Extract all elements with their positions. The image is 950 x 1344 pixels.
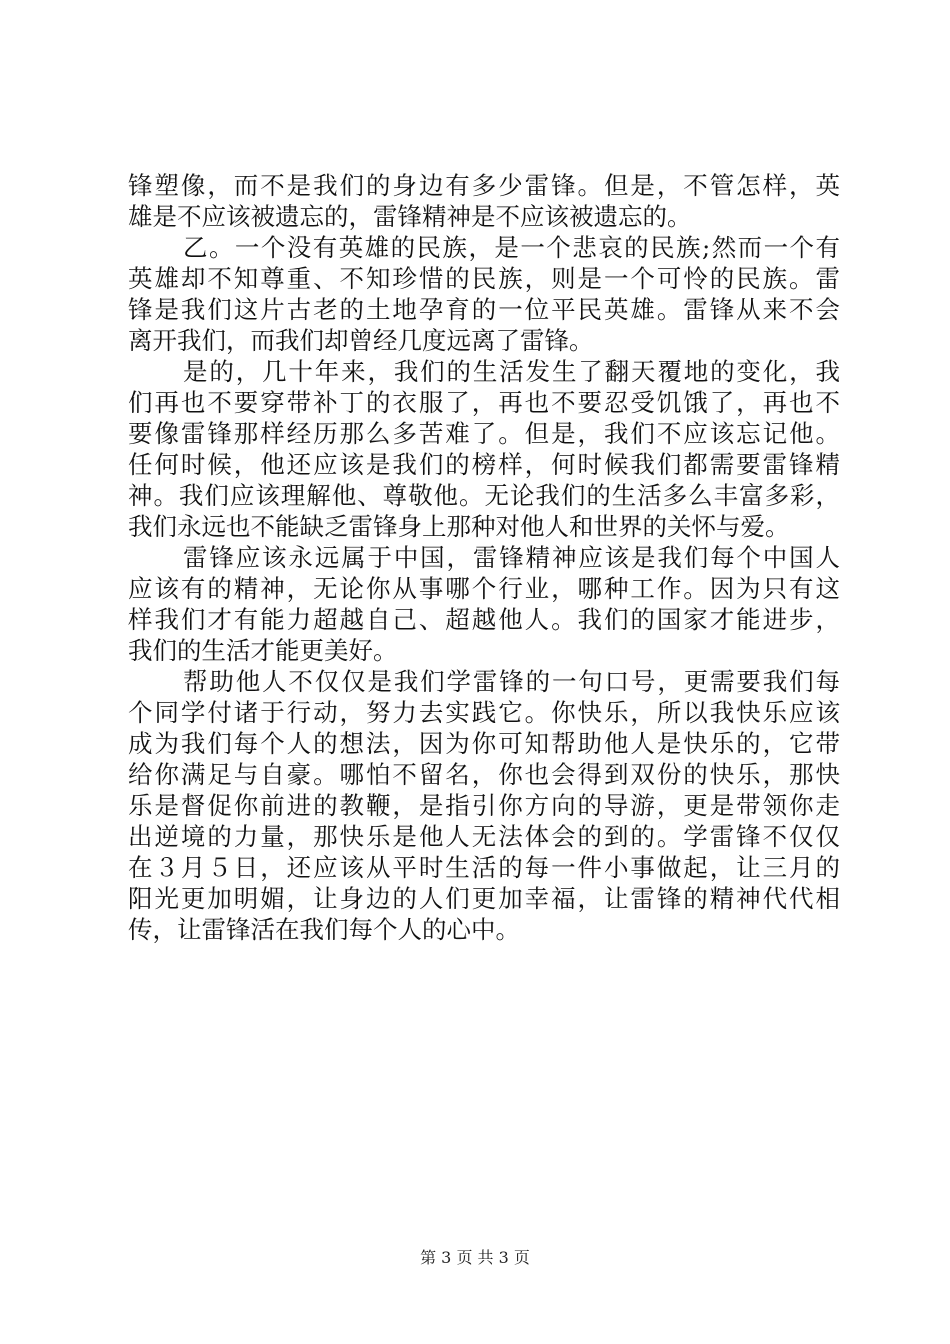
text-line: 乙。一个没有英雄的民族，是一个悲哀的民族;然而一个有 [183, 233, 840, 262]
text-line: 出逆境的力量，那快乐是他人无法体会的到的。学雷锋不仅仅 [128, 822, 840, 851]
text-line: 样我们才有能力超越自己、超越他人。我们的国家才能进步， [128, 605, 840, 634]
text-line: 我们永远也不能缺乏雷锋身上那种对他人和世界的关怀与爱。 [128, 512, 790, 541]
text-line: 离开我们，而我们却曾经几度远离了雷锋。 [128, 326, 594, 355]
text-line: 英雄却不知尊重、不知珍惜的民族，则是一个可怜的民族。雷 [128, 264, 840, 293]
text-line: 应该有的精神，无论你从事哪个行业，哪种工作。因为只有这 [128, 574, 840, 603]
text-line: 成为我们每个人的想法，因为你可知帮助他人是快乐的，它带 [128, 729, 840, 758]
text-line: 帮助他人不仅仅是我们学雷锋的一句口号，更需要我们每 [183, 667, 840, 696]
text-line: 锋塑像，而不是我们的身边有多少雷锋。但是，不管怎样，英 [128, 171, 840, 200]
text-line: 雷锋应该永远属于中国，雷锋精神应该是我们每个中国人 [183, 543, 840, 572]
text-line: 神。我们应该理解他、尊敬他。无论我们的生活多么丰富多彩， [128, 481, 840, 510]
text-line: 我们的生活才能更美好。 [128, 636, 398, 665]
body-text [128, 170, 840, 945]
text-line: 任何时候，他还应该是我们的榜样，何时候我们都需要雷锋精 [128, 450, 840, 479]
text-line: 是的，几十年来，我们的生活发生了翻天覆地的变化，我 [183, 357, 840, 386]
text-line: 个同学付诸于行动，努力去实践它。你快乐，所以我快乐应该 [128, 698, 840, 727]
text-line: 在３月５日，还应该从平时生活的每一件小事做起，让三月的 [128, 853, 840, 882]
text-line: 乐是督促你前进的教鞭，是指引你方向的导游，更是带领你走 [128, 791, 840, 820]
text-line: 阳光更加明媚，让身边的人们更加幸福，让雷锋的精神代代相 [128, 884, 840, 913]
page-footer: 第 3 页 共 3 页 [420, 1248, 530, 1267]
text-line: 锋是我们这片古老的土地孕育的一位平民英雄。雷锋从来不会 [128, 295, 840, 324]
text-line: 雄是不应该被遗忘的，雷锋精神是不应该被遗忘的。 [128, 202, 692, 231]
text-line: 们再也不要穿带补丁的衣服了，再也不要忍受饥饿了，再也不 [128, 388, 840, 417]
text-line: 传，让雷锋活在我们每个人的心中。 [128, 915, 520, 944]
text-line: 给你满足与自豪。哪怕不留名，你也会得到双份的快乐，那快 [128, 760, 840, 789]
text-line: 要像雷锋那样经历那么多苦难了。但是，我们不应该忘记他。 [128, 419, 840, 448]
